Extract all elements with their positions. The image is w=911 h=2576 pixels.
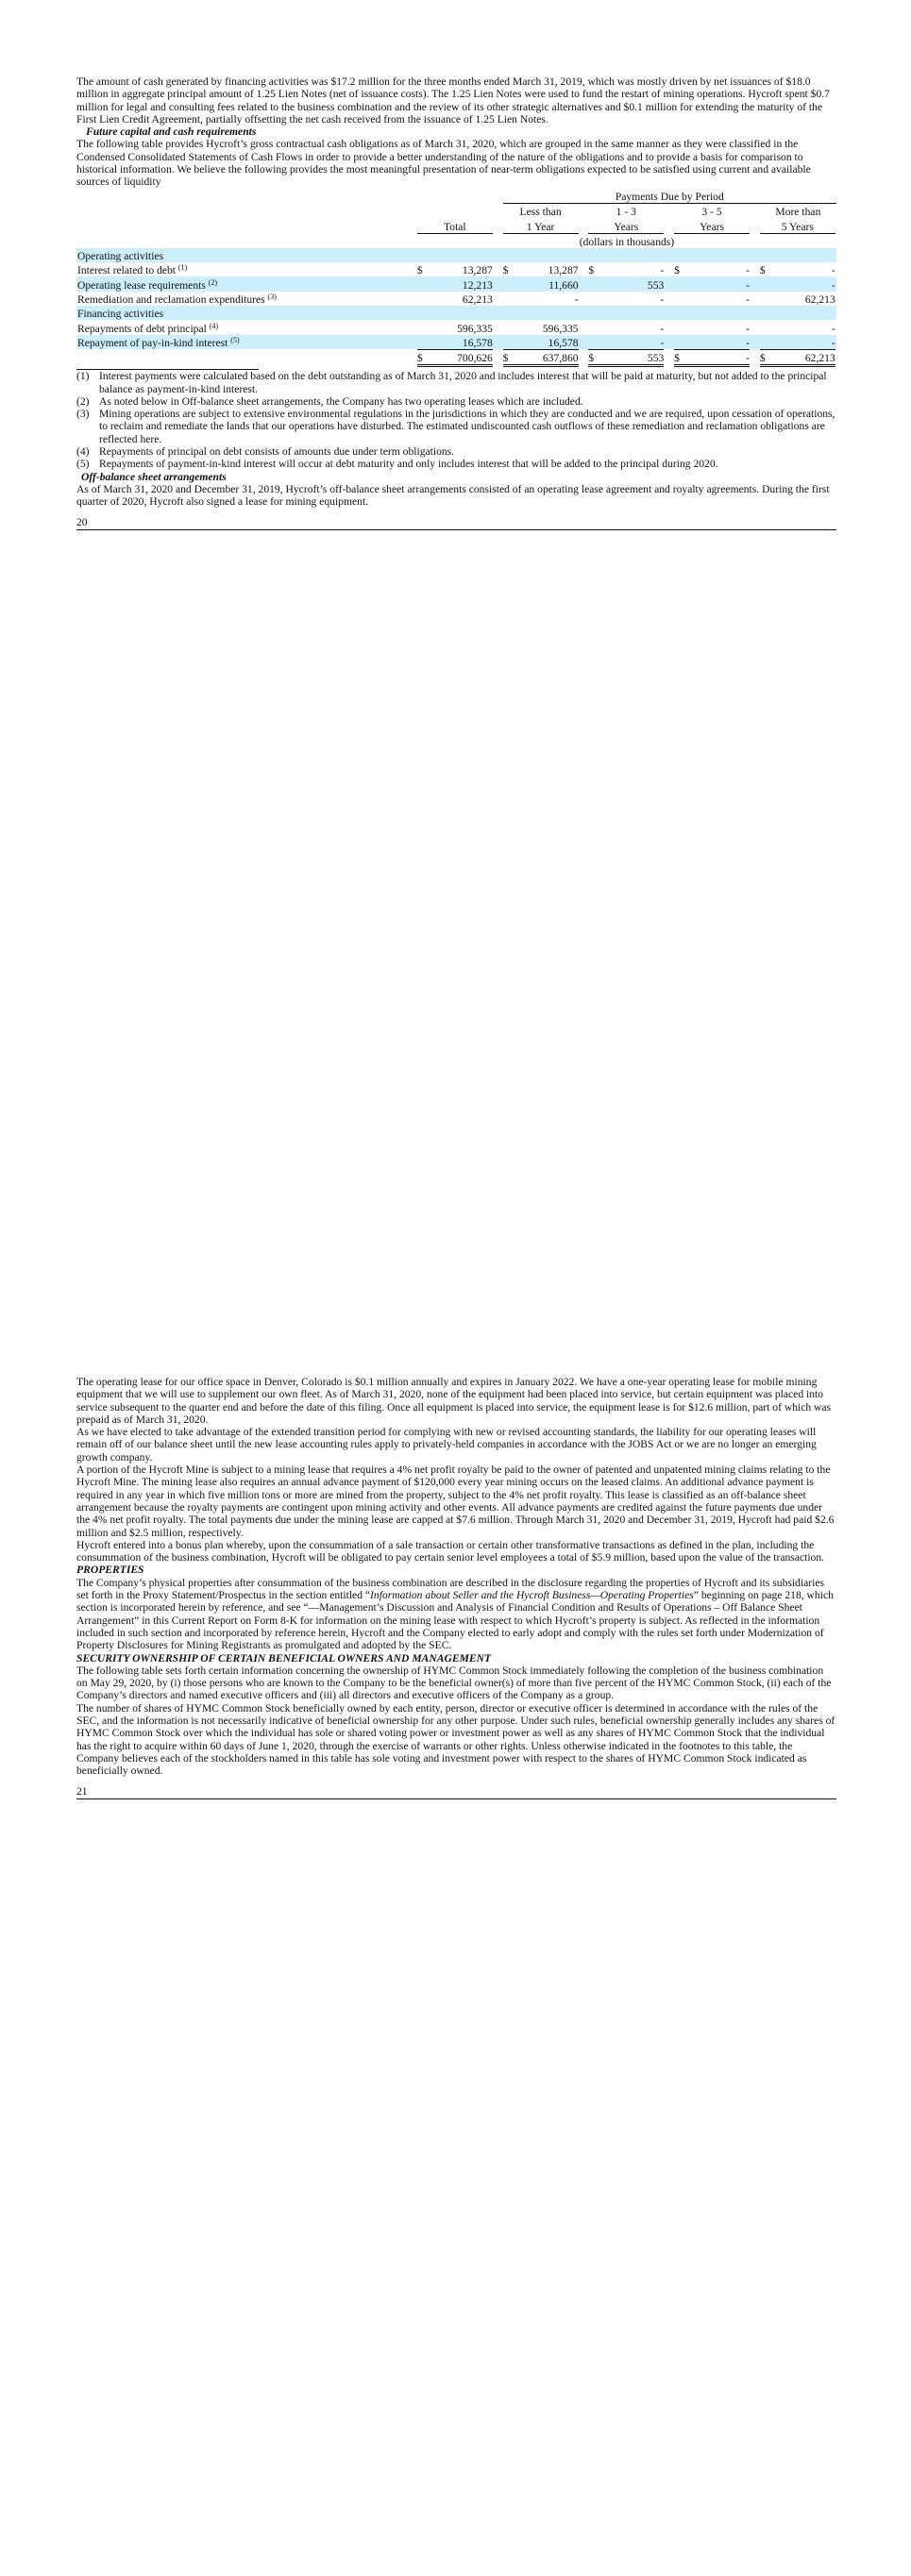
contractual-obligations-table	[76, 189, 836, 368]
col-total: Total	[417, 218, 493, 233]
col-more-than-5-years-a: More than	[760, 203, 836, 218]
page-20	[76, 75, 836, 530]
footnote-5: (5) Repayments of payment-in-kind interest will occur at debt maturity and only includes interest that will be added to the principal during 2020.	[76, 458, 718, 471]
security-ownership-paragraph-1: The following table sets forth certain information concerning the ownership of HYMC Common Stock immediately following the completion of the business combination on May 29, 2020, by (i) those persons who are known to the Company to be the beneficial owner(s) of more than five percent of the HYMC Common Stock, (ii) each of the Company’s directors and named executive officers and (iii) all directors and executive officers of the Company as a group.	[76, 1664, 832, 1702]
table-header-row-3	[76, 218, 836, 233]
table-units-row	[76, 233, 836, 248]
page-number: 21	[76, 1784, 88, 1798]
page-21	[76, 1376, 836, 1799]
table-row: Repayment of pay-in-kind interest $^{(5)}$ 16,578 16,578 - - -	[77, 336, 835, 350]
col-1-3-years-a: 1 - 3	[588, 203, 664, 218]
footnotes	[76, 370, 836, 470]
properties-paragraph: The Company’s physical properties after consummation of the business combination are described in the disclosure regarding the properties of Hycroft and its subsidiaries set forth in the Proxy Statement/Prospectus in the section entitled “Information about Seller and the Hycroft Business—Operating Properties” beginning on page 218, which section is incorporated herein by reference, and see “—Management’s Discussion and Analysis of Financial Condition and Results of Operations – Off Balance Sheet Arrangement” in this Current Report on Form 8-K for information on the mining lease with respect to which Hycroft’s property is subject. As reflected in the information included in such section and incorporated by reference herein, Hycroft and the Company elected to early adopt and comply with the rules set forth under Modernization of Property Disclosures for Mining Registrants as promulgated and adopted by the SEC.	[76, 1576, 834, 1652]
security-ownership-heading: SECURITY OWNERSHIP OF CERTAIN BENEFICIAL OWNERS AND MANAGEMENT	[76, 1651, 492, 1664]
col-less-than-1-year-a: Less than	[503, 203, 579, 218]
table-total-row: $ 700,626 $ 637,860 $ 553 $ - $ 62,213	[76, 349, 836, 365]
office-lease-paragraph: The operating lease for our office space in Denver, Colorado is $0.1 million annually and expires in January 2022. We have a one-year operating lease for mobile mining equipment that we will use to supplement our own fleet. As of March 31, 2020, none of the equipment had been placed into service, but certain equipment was placed into service subsequent to the quarter end and before the date of this filing. Once all equipment is placed into service, the equipment lease is for $12.6 million, part of which was prepaid as of March 31, 2020.	[76, 1376, 832, 1426]
units-label: (dollars in thousands)	[579, 235, 675, 248]
future-capital-paragraph: The following table provides Hycroft’s gross contractual cash obligations as of March 31, 2020, which are grouped in the same manner as they were classified in the Condensed Consolidated Statements of Cash Flows in order to provide a better understanding of the nature of the obligations and to provide a basis for comparison to historical information. We believe the following provides the most meaningful presentation of near-term obligations expected to be satisfied using current and available sources of liquidity	[76, 138, 811, 189]
page-footer-rule	[76, 529, 836, 530]
bonus-plan-paragraph: Hycroft entered into a bonus plan whereby, upon the consummation of a sale transaction or certain other transformative transactions as defined in the plan, including the consummation of the business combination, Hycroft will be obligated to pay certain senior level employees a total of $5.9 million, based upon the value of the transaction.	[76, 1538, 825, 1564]
section-operating-activities: Operating activities	[76, 248, 836, 262]
properties-heading: PROPERTIES	[76, 1564, 144, 1577]
properties-section-link: Information about Seller and the Hycroft Business—Operating Properties	[370, 1589, 694, 1602]
col-3-5-years-a: 3 - 5	[674, 203, 750, 218]
table-header-row-2	[76, 203, 836, 218]
section-financing-activities: Financing activities	[76, 306, 836, 320]
footnote-2: (2) As noted below in Off-balance sheet arrangements, the Company has two operating leases which are included.	[76, 394, 583, 408]
page-footer-rule	[76, 1798, 836, 1799]
table-row: Interest related to debt $^{(1)}$ $ 13,287 $ 13,287 $ - $ - $ -	[77, 263, 835, 277]
page-number: 20	[76, 515, 88, 528]
table-header-row-1	[76, 189, 836, 204]
footnote-4: (4) Repayments of principal on debt consists of amounts due under term obligations.	[76, 445, 455, 459]
col-less-than-1-year-b: 1 Year	[503, 218, 579, 233]
col-3-5-years-b: Years	[674, 218, 750, 233]
future-capital-heading: Future capital and cash requirements	[86, 125, 257, 139]
off-balance-heading: Off-balance sheet arrangements	[81, 470, 227, 483]
col-more-than-5-years-b: 5 Years	[760, 218, 835, 233]
financing-intro-paragraph: The amount of cash generated by financing activities was $17.2 million for the three months ended March 31, 2019, which was mostly driven by net issuances of $18.0 million in aggregate principal amount of 1.25 Lien Notes (net of issuance costs). The 1.25 Lien Notes were used to fund the restart of mining operations. Hycroft spent $0.7 million for legal and consulting fees related to the business combination and the review of its other strategic alternatives and $0.1 million for extending the maturity of the First Lien Credit Agreement, partially offsetting the net cash received from the issuance of 1.25 Lien Notes.	[76, 75, 830, 125]
table-row: Repayments of debt principal $^{(4)}$ 596,335 596,335 - - -	[77, 321, 835, 335]
table-row: Operating lease requirements $^{(2)}$ 12,213 11,660 553 - -	[77, 277, 835, 292]
col-1-3-years-b: Years	[588, 218, 664, 233]
footnote-1: (1) Interest payments were calculated based on the debt outstanding as of March 31, 2020 and includes interest that will be paid at maturity, but not added to the principal balance as payment-in-kind interest.	[76, 370, 827, 395]
off-balance-paragraph: As of March 31, 2020 and December 31, 2019, Hycroft’s off-balance sheet arrangements consisted of an operating lease agreement and royalty agreements. During the first quarter of 2020, Hycroft also signed a lease for mining equipment.	[76, 482, 830, 509]
mining-lease-paragraph: A portion of the Hycroft Mine is subject to a mining lease that requires a 4% net profit royalty be paid to the owner of patented and unpatented mining claims relating to the Hycroft Mine. The mining lease also requires an annual advance payment of $120,000 every year mining occurs on the leased claims. An additional advance payment is required in any year in which five million tons or more are mined from the property, subject to the 4% net profit royalty. This lease is classified as an off-balance sheet arrangement because the royalty payments are contingent upon mining activity and other events. All advance payments are credited against the future payments due under the 4% net profit royalty. The total payments due under the mining lease are capped at $7.6 million. Through March 31, 2020 and December 31, 2019, Hycroft had paid $2.6 million and $2.5 million, respectively.	[76, 1464, 835, 1539]
table-row: Remediation and reclamation expenditures $^{(3)}$ 62,213 - - - 62,213	[77, 293, 835, 307]
payments-due-header: Payments Due by Period	[615, 190, 724, 203]
footnote-3: (3) Mining operations are subject to extensive environmental regulations in the jurisdictions in which they are conducted and we are required, upon cessation of operations, to reclaim and remediate the lands that our operations have disturbed. The estimated undiscounted cash outflows of these remediation and reclamation obligations are reflected here.	[76, 408, 835, 445]
security-ownership-paragraph-2: The number of shares of HYMC Common Stock beneficially owned by each entity, person, director or executive officer is determined in accordance with the rules of the SEC, and the information is not necessarily indicative of beneficial ownership for any other purpose. Under such rules, beneficial ownership generally includes any shares of HYMC Common Stock over which the individual has sole or shared voting power or investment power as well as any shares of HYMC Common Stock that the individual has the right to acquire within 60 days of June 1, 2020, through the exercise of warrants or other rights. Unless otherwise indicated in the footnotes to this table, the Company believes each of the stockholders named in this table has sole voting and investment power with respect to the shares of HYMC Common Stock indicated as beneficially owned.	[76, 1701, 835, 1778]
transition-period-paragraph: As we have elected to take advantage of the extended transition period for complying with new or revised accounting standards, the liability for our operating leases will remain off of our balance sheet until the new lease accounting rules apply to privately-held companies in accordance with the JOBS Act or we are no longer an emerging growth company.	[76, 1426, 817, 1464]
